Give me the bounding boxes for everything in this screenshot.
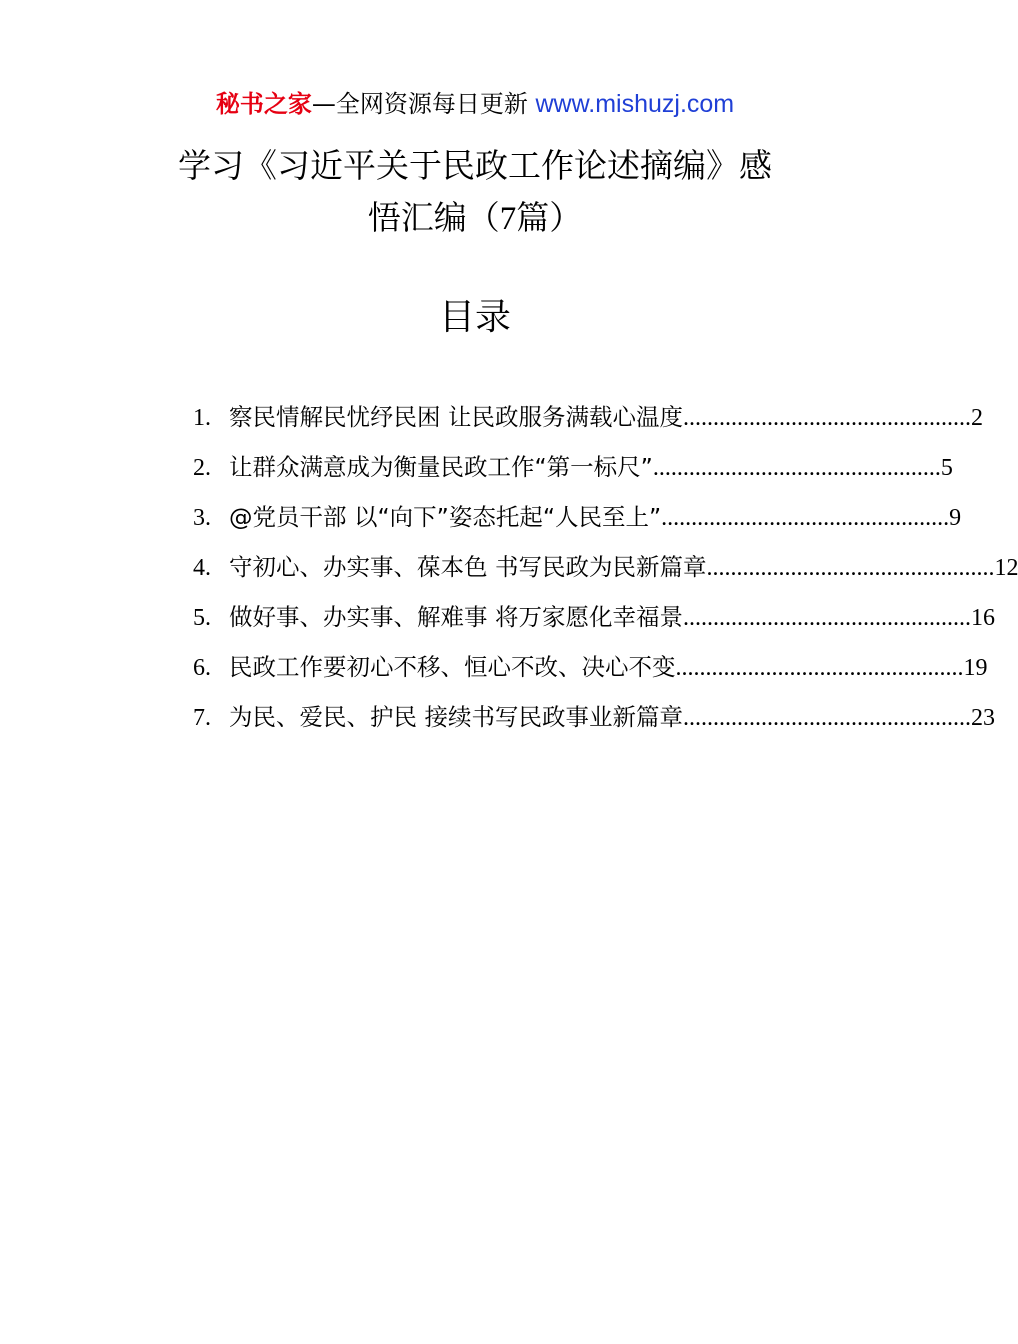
toc-item-page: 16	[970, 605, 995, 631]
document-title-line-1: 学习《习近平关于民政工作论述摘编》感	[178, 146, 772, 185]
toc-item-number: 4.	[193, 555, 211, 581]
site-tagline: —全网资源每日更新	[311, 90, 528, 118]
toc-item-number: 5.	[193, 605, 211, 631]
document-title-line-2-suffix: 篇）	[516, 198, 583, 237]
toc-item-number: 6.	[193, 655, 211, 681]
document-title-count: 7	[499, 201, 517, 237]
toc-item-title: 为民、爱民、护民 接续书写民政事业新篇章	[229, 703, 683, 731]
toc-item-page: 2	[970, 405, 983, 431]
toc-item-page: 23	[970, 705, 995, 731]
toc-item[interactable]	[193, 392, 983, 442]
toc-item-leader: ................................................	[682, 405, 971, 431]
toc-item-leader: ................................................	[682, 605, 971, 631]
toc-list	[193, 392, 1018, 742]
site-brand: 秘书之家	[215, 90, 312, 118]
document-title-line-2	[120, 192, 830, 245]
toc-item-page: 19	[963, 655, 988, 681]
toc-item-title: 民政工作要初心不移、恒心不改、决心不变	[229, 653, 676, 681]
toc-item[interactable]	[193, 542, 1018, 592]
toc-item-title: 做好事、办实事、解难事 将万家愿化幸福景	[229, 603, 683, 631]
toc-item[interactable]	[193, 592, 995, 642]
toc-item-page: 12	[994, 555, 1018, 581]
toc-item-number: 7.	[193, 705, 211, 731]
toc-item[interactable]	[193, 442, 953, 492]
toc-item-page: 5	[940, 455, 953, 481]
toc-item-leader: ................................................	[706, 555, 995, 581]
toc-item-leader: ................................................	[661, 505, 950, 531]
toc-item[interactable]	[193, 492, 962, 542]
toc-item-leader: ................................................	[652, 455, 941, 481]
toc-item-leader: ................................................	[682, 705, 971, 731]
toc-item-number: 2.	[193, 455, 211, 481]
toc-item-leader: ................................................	[675, 655, 964, 681]
toc-item[interactable]	[193, 642, 988, 692]
toc-item-title: 让群众满意成为衡量民政工作“第一标尺”	[229, 453, 653, 481]
toc-item-title: 察民情解民忧纾民困 让民政服务满载心温度	[229, 403, 683, 431]
site-header	[0, 88, 950, 120]
toc-item-number: 1.	[193, 405, 211, 431]
toc-item[interactable]	[193, 692, 995, 742]
document-title	[120, 140, 830, 245]
toc-item-title: 守初心、办实事、葆本色 书写民政为民新篇章	[229, 553, 707, 581]
toc-item-number: 3.	[193, 505, 211, 531]
toc-item-page: 9	[949, 505, 962, 531]
site-url-link[interactable]: www.mishuzj.com	[535, 90, 735, 118]
document-title-line-2-prefix: 悟汇编（	[367, 198, 500, 237]
toc-item-title: @党员干部 以“向下”姿态托起“人民至上”	[229, 503, 662, 531]
toc-heading: 目录	[438, 297, 511, 338]
